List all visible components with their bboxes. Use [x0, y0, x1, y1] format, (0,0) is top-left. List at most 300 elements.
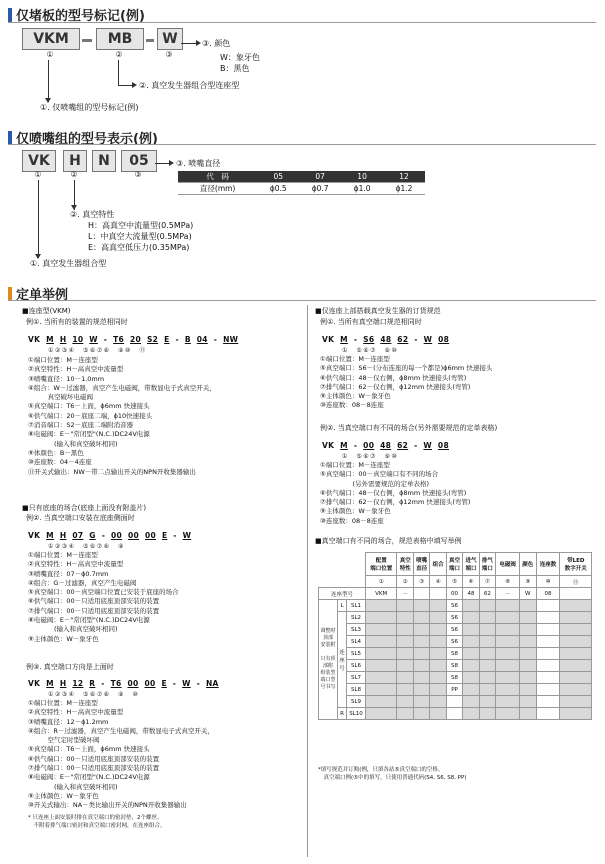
table-cell: [560, 672, 592, 684]
spec-line: ⑨主体颜色：W－象牙色: [28, 634, 99, 643]
table-cell: ②: [397, 576, 413, 588]
table-cell: [536, 660, 560, 672]
table-cell: [560, 624, 592, 636]
arrow-right-icon: [132, 82, 137, 88]
table-cell: [560, 660, 592, 672]
table-cell: [430, 660, 446, 672]
left-example-2-title: 例②. 当真空端口安装在底座侧面时: [26, 514, 135, 522]
table-cell: [413, 600, 429, 612]
table-cell: [463, 672, 479, 684]
table-cell: [413, 660, 429, 672]
table-cell: [560, 612, 592, 624]
code-part: -: [353, 441, 358, 450]
table-cell: S6: [446, 600, 462, 612]
table-cell: S6: [446, 624, 462, 636]
code-part: -: [172, 679, 177, 688]
table-cell: 连座型号: [319, 588, 366, 600]
table-cell: [536, 612, 560, 624]
table-cell: 真空 端口: [446, 553, 462, 576]
table-cell: [560, 696, 592, 708]
table-cell: [560, 636, 592, 648]
code-part: B: [184, 335, 191, 344]
table-cell: [479, 600, 495, 612]
table-cell: [413, 696, 429, 708]
table-cell: [560, 684, 592, 696]
code-part: S6: [363, 335, 375, 344]
table-cell: W: [520, 588, 536, 600]
table-cell: [413, 588, 429, 600]
table-cell: [430, 684, 446, 696]
table-cell: [430, 672, 446, 684]
spec-line: ①端口位置：M－连座型: [28, 699, 98, 707]
left-example-1-nums: ①②③④ ⑤⑥⑦⑧ ⑨⑩ ⑪: [48, 347, 147, 354]
spec-line: ⑨主体颜色：W－象牙色: [28, 791, 99, 800]
table-cell: [520, 708, 536, 720]
code-part: M: [340, 335, 348, 344]
right-note-1: *填写规范并订购(例，只填各站⑤真空端口的空格。: [318, 767, 444, 773]
table-cell: 喷嘴 直径: [413, 553, 429, 576]
table-row: [178, 183, 425, 195]
table-row: [319, 624, 592, 636]
left-example-1-lines: [28, 356, 216, 477]
table-cell: ϕ0.7: [299, 183, 341, 195]
code-part: E: [164, 335, 170, 344]
table-cell: 电磁阀: [496, 553, 520, 576]
title-bar-icon: [8, 131, 12, 145]
code-part: 00: [128, 531, 140, 540]
spec-line: ⑥供气端口：00－只适用底座顶部安装的装置: [28, 597, 160, 606]
leader-line: [38, 180, 39, 258]
table-cell: [479, 684, 495, 696]
table-cell: [496, 600, 520, 612]
left-example-2-nums: ①②③④ ⑤⑥⑦⑧ ⑨: [48, 543, 125, 550]
label-3: ③. 颜色: [202, 39, 231, 48]
table-cell: [520, 600, 536, 612]
spec-line: ④组合：R－过滤器，真空产生电磁阀，带数显电子式真空开关，: [28, 726, 214, 735]
right-example-1-code: [322, 335, 452, 344]
table-cell: 配置 端口位置: [366, 553, 397, 576]
num-2: ②: [70, 170, 78, 179]
table-cell: [520, 624, 536, 636]
code-part: H: [59, 679, 67, 688]
code-part: 62: [397, 441, 409, 450]
table-cell: [536, 636, 560, 648]
spec-line: ⑤真空端口：00－真空端口有不同的场合: [320, 470, 439, 479]
spec-line: ④组合：W－过滤器，真空产生电磁阀，带数显电子式真空开关，: [28, 383, 216, 392]
model-box-n: N: [92, 150, 116, 172]
spec-line: ⑦消音端口：S2－底座二端附消音器: [28, 421, 134, 430]
code-part: VK: [322, 335, 335, 344]
code-part: 62: [397, 335, 409, 344]
spec-line: ①端口位置：M－连座型: [28, 551, 98, 559]
table-cell: S6: [446, 612, 462, 624]
table-cell: [496, 624, 520, 636]
spec-line: ⑪开关式输出：NW－带二点输出开关的NPN开收集器输出: [28, 467, 196, 476]
table-cell: [520, 636, 536, 648]
table-cell: 带LED 数字开关: [560, 553, 592, 576]
table-cell: [463, 636, 479, 648]
right-example-2-title: 例②. 当真空端口有不同的场合(另外需要规范的定单表格): [320, 424, 498, 432]
table-cell: [413, 648, 429, 660]
spec-line: ⑤真空端口：S6－(分布连座的每一个都是)ϕ6mm 快速接头: [320, 364, 493, 373]
code-part: -: [103, 335, 108, 344]
code-part: -: [196, 679, 201, 688]
option-e: E：高真空低压力(0.35MPa): [88, 243, 190, 252]
right-example-1-lines: [320, 355, 492, 411]
table-cell: S6: [446, 636, 462, 648]
code-part: -: [175, 335, 179, 344]
spec-line: ⑩连座数：04－4连座: [28, 458, 92, 467]
table-cell: 48: [463, 588, 479, 600]
table-cell: [430, 648, 446, 660]
table-cell: [496, 696, 520, 708]
table-cell: SL1: [347, 600, 366, 612]
option-b: B：黑色: [220, 64, 250, 73]
table-row: [319, 612, 592, 624]
code-part: W: [182, 531, 192, 540]
table-cell: [413, 708, 429, 720]
section1-title: 仅堵板的型号标记(例): [8, 5, 145, 24]
code-part: 00: [144, 531, 157, 540]
num-2: ②: [115, 50, 123, 59]
table-cell: [430, 624, 446, 636]
table-cell: [446, 696, 462, 708]
table-cell: L: [338, 600, 347, 612]
right-example-2-nums: ① ⑤⑥⑦ ⑨⑩: [342, 453, 399, 460]
left-example-3-nums: ①②③④ ⑤⑥⑦⑧ ⑨ ⑩: [48, 691, 140, 698]
column-divider: [307, 305, 308, 857]
left-heading-1: ■连座型(VKM): [22, 307, 71, 315]
num-1: ①: [46, 50, 54, 59]
spec-line: ②真空特性：H－高真空中流量型: [28, 560, 124, 569]
spec-line: ⑥供气端口：00－只适用底座顶部安装的装置: [28, 754, 160, 763]
spec-line: ⑩连座数：08－8连座: [320, 401, 384, 410]
table-cell: 62: [479, 588, 495, 600]
spec-line: ⑦排气端口：00－只适用底座顶部安装的装置: [28, 606, 160, 615]
table-row: [319, 672, 592, 684]
table-cell: [479, 612, 495, 624]
table-cell: [397, 648, 413, 660]
code-part: 48: [380, 441, 392, 450]
table-cell: 05: [257, 171, 299, 183]
left-example-3-code: [28, 679, 222, 688]
table-cell: SL4: [347, 636, 366, 648]
table-cell: [496, 684, 520, 696]
table-cell: 进气 端口: [463, 553, 479, 576]
table-cell: [479, 708, 495, 720]
code-part: 20: [130, 335, 142, 344]
table-cell: [366, 636, 397, 648]
table-cell: [536, 672, 560, 684]
model-box-h: H: [63, 150, 87, 172]
table-cell: [366, 696, 397, 708]
table-cell: [463, 684, 479, 696]
code-part: M: [46, 531, 54, 540]
table-row: [319, 600, 592, 612]
code-part: W: [423, 441, 432, 450]
table-cell: VKM: [366, 588, 397, 600]
table-cell: [479, 648, 495, 660]
table-cell: [520, 696, 536, 708]
spec-line: (输入和真空破坏相同): [28, 782, 118, 791]
spec-line: ④组合：G－过滤器，真空产生电磁阀: [28, 578, 137, 587]
table-cell: [496, 648, 520, 660]
table-cell: 12: [383, 171, 425, 183]
table-cell: [496, 612, 520, 624]
spec-line: ⑦排气端口：00－只适用底座顶部安装的装置: [28, 764, 160, 773]
table-cell: [536, 684, 560, 696]
code-part: W: [423, 335, 433, 344]
table-cell: ③: [413, 576, 429, 588]
spec-line: ⑨主体颜色：W－象牙色: [320, 392, 391, 401]
section2-title: 仅喷嘴组的型号表示(例): [8, 128, 158, 147]
table-cell: [446, 708, 462, 720]
right-heading-2: ■真空端口有不同的场合，规范表格中填写举例: [315, 537, 462, 545]
right-example-1-title: 例①. 当所有真空端口规范相同时: [320, 318, 422, 326]
spec-line: ②真空特性：H－高真空中流量型: [28, 708, 124, 717]
right-example-2-code: [322, 441, 452, 450]
table-cell: [463, 708, 479, 720]
spec-line: ⑤真空端口：T6－上面，ϕ6mm 快速接头: [28, 745, 150, 754]
left-example-3-title: 例③. 真空端口方向是上面时: [26, 663, 114, 671]
code-part: R: [89, 679, 96, 688]
table-cell: 10: [341, 171, 383, 183]
table-cell: 组合: [430, 553, 446, 576]
table-cell: [463, 648, 479, 660]
left-example-2-lines: [28, 551, 179, 644]
code-part: 00: [111, 531, 123, 540]
table-cell: [366, 648, 397, 660]
spec-line: ⑨主体颜色：W－象牙色: [320, 507, 391, 516]
table-cell: ϕ0.5: [257, 183, 299, 195]
table-cell: SL8: [347, 684, 366, 696]
table-cell: SL10: [347, 708, 366, 720]
code-part: -: [414, 441, 418, 450]
table-cell: [520, 660, 536, 672]
code-part: 08: [438, 335, 450, 344]
table-cell: [479, 636, 495, 648]
table-cell: [430, 636, 446, 648]
spec-line: ⑦排气端口：62－仅右侧，ϕ12mm 快速接头(弯管): [320, 382, 471, 391]
model-box-mb: MB: [96, 28, 144, 50]
table-cell: [479, 624, 495, 636]
table-cell: SL5: [347, 648, 366, 660]
table-cell: ①: [366, 576, 397, 588]
dash: [146, 39, 154, 42]
table-cell: SL9: [347, 696, 366, 708]
num-1: ①: [34, 170, 42, 179]
table-cell: 00: [446, 588, 462, 600]
table-cell: [397, 600, 413, 612]
code-part: S2: [146, 335, 159, 344]
table-cell: [366, 600, 397, 612]
arrow-right-icon: [196, 40, 201, 46]
code-part: W: [89, 335, 98, 344]
left-example-2-code: [28, 531, 194, 540]
code-part: VK: [322, 441, 335, 450]
spec-line: (输入和真空破坏相同): [28, 439, 118, 448]
table-cell: [536, 648, 560, 660]
code-part: M: [46, 335, 54, 344]
code-part: T6: [110, 679, 122, 688]
nozzle-diameter-table: [178, 171, 425, 195]
table-cell: [430, 600, 446, 612]
table-cell: 08: [536, 588, 560, 600]
table-cell: [413, 612, 429, 624]
table-cell: 07: [299, 171, 341, 183]
table-cell: [366, 684, 397, 696]
table-cell: [463, 600, 479, 612]
table-cell: [520, 684, 536, 696]
model-box-05: 05: [121, 150, 157, 172]
spec-line: ⑥供气端口：48－仅右侧，ϕ8mm 快速接头(弯管): [320, 373, 467, 382]
table-cell: [463, 624, 479, 636]
table-cell: [560, 588, 592, 600]
table-header-row: [319, 553, 592, 576]
table-cell: R: [338, 708, 347, 720]
table-row: [319, 636, 592, 648]
code-part: VK: [28, 679, 41, 688]
table-cell: [397, 624, 413, 636]
spec-line: ⑦排气端口：62－仅右侧，ϕ12mm 快速接头(弯管): [320, 498, 471, 507]
spec-line: ①端口位置：M－连座型: [28, 356, 98, 364]
table-cell: [413, 672, 429, 684]
table-cell: [397, 672, 413, 684]
table-cell: ⑤: [446, 576, 462, 588]
table-cell: [366, 672, 397, 684]
table-cell: －: [397, 588, 413, 600]
table-cell: SL6: [347, 660, 366, 672]
table-cell: [413, 636, 429, 648]
code-part: -: [101, 531, 106, 540]
table-cell: [366, 612, 397, 624]
table-cell: [536, 600, 560, 612]
left-note-1: * 只连座上面安装时排在真空端口的密封垫，2个螺丝。: [28, 815, 163, 821]
table-cell: [536, 624, 560, 636]
table-cell: [366, 624, 397, 636]
code-part: G: [89, 531, 96, 540]
left-note-2: 不附着排气端口密封和真空端口密封网，在连座组合。: [28, 823, 166, 829]
spec-line: ③喷嘴直径：10－1.0mm: [28, 374, 105, 383]
code-part: -: [353, 335, 358, 344]
code-part: 10: [72, 335, 84, 344]
leader-line: [118, 60, 119, 85]
spec-line: ⑥供气端口：20－底座二端，ϕ10快速接头: [28, 411, 153, 420]
divider: [8, 22, 596, 23]
table-cell: 直径(mm): [178, 183, 257, 195]
table-cell: [397, 660, 413, 672]
title-bar-icon: [8, 8, 12, 22]
label-3: ③. 喷嘴直径: [176, 159, 221, 168]
code-part: 04: [196, 335, 208, 344]
table-cell: [430, 708, 446, 720]
table-cell: [520, 612, 536, 624]
code-part: 00: [144, 679, 156, 688]
table-cell: [520, 672, 536, 684]
table-cell: [496, 660, 520, 672]
table-row: [319, 696, 592, 708]
code-part: NW: [223, 335, 239, 344]
spec-line: ⑨体颜色：B－黑色: [28, 448, 84, 457]
right-note-2: 真空端口例(⑤中的填写，只使用普通代码(S4, S6, S8, PP): [318, 775, 467, 781]
table-cell: [479, 660, 495, 672]
spec-line: ⑩连座数：08－8连座: [320, 516, 384, 525]
divider: [8, 300, 596, 301]
table-cell: S8: [446, 672, 462, 684]
table-cell: ④: [430, 576, 446, 588]
table-cell: [520, 648, 536, 660]
table-cell: SL7: [347, 672, 366, 684]
table-row: [319, 588, 592, 600]
table-cell: [319, 576, 366, 588]
table-cell: [430, 588, 446, 600]
table-row: [319, 660, 592, 672]
table-cell: ⑨: [520, 576, 536, 588]
table-cell: [397, 612, 413, 624]
code-part: W: [182, 679, 191, 688]
table-cell: [560, 708, 592, 720]
label-1: ①. 真空发生器组合型: [30, 259, 107, 268]
table-cell: [496, 672, 520, 684]
code-part: T6: [113, 335, 125, 344]
table-cell: 真空 特性: [397, 553, 413, 576]
table-cell: SL3: [347, 624, 366, 636]
spec-line: (另外需要规范的定单表格): [320, 479, 430, 488]
table-cell: 颜色: [520, 553, 536, 576]
divider: [8, 144, 596, 145]
code-part: 12: [72, 679, 84, 688]
code-part: 08: [437, 441, 449, 450]
table-cell: [560, 648, 592, 660]
table-cell: [397, 696, 413, 708]
table-cell: [366, 708, 397, 720]
label-2: ②. 真空特性: [70, 210, 115, 219]
table-cell: [479, 672, 495, 684]
table-cell: S8: [446, 660, 462, 672]
model-box-vkm: VKM: [22, 28, 80, 50]
spec-line: ⑥供气端口：48－仅右侧，ϕ8mm 快速接头(弯管): [320, 488, 467, 497]
code-part: 00: [363, 441, 375, 450]
table-cell: 代 码: [178, 171, 257, 183]
spec-line: ③喷嘴直径：12－ϕ1.2mm: [28, 717, 109, 726]
section3-title: 定单举例: [8, 284, 68, 303]
spec-line: ⑧电磁阀：E－"常闭型"(N.C.)DC24V电源: [28, 430, 150, 439]
spec-line: ⑤真空端口：T6－上面，ϕ6mm 快速接头: [28, 402, 150, 411]
code-part: M: [340, 441, 348, 450]
table-cell: [463, 612, 479, 624]
code-part: NA: [205, 679, 219, 688]
spec-line: ①端口位置：M－连座型: [320, 461, 390, 469]
code-part: E: [161, 531, 168, 540]
table-cell: ⑪: [560, 576, 592, 588]
code-part: -: [101, 679, 105, 688]
code-part: -: [173, 531, 177, 540]
table-cell: [536, 708, 560, 720]
code-part: 00: [127, 679, 139, 688]
table-row: [319, 648, 592, 660]
table-row: [319, 708, 592, 720]
table-row: [319, 684, 592, 696]
spec-line: ①端口位置：M－连座型: [320, 355, 390, 363]
table-cell: [463, 696, 479, 708]
dash: [82, 39, 92, 42]
model-box-w: W: [157, 28, 183, 50]
table-cell: [430, 696, 446, 708]
spec-line: 空气定时型破坏阀: [28, 736, 100, 745]
table-cell: ⑧: [496, 576, 520, 588]
spec-line: ②真空特性：H－高真空中流量型: [28, 365, 124, 374]
table-cell: [397, 636, 413, 648]
